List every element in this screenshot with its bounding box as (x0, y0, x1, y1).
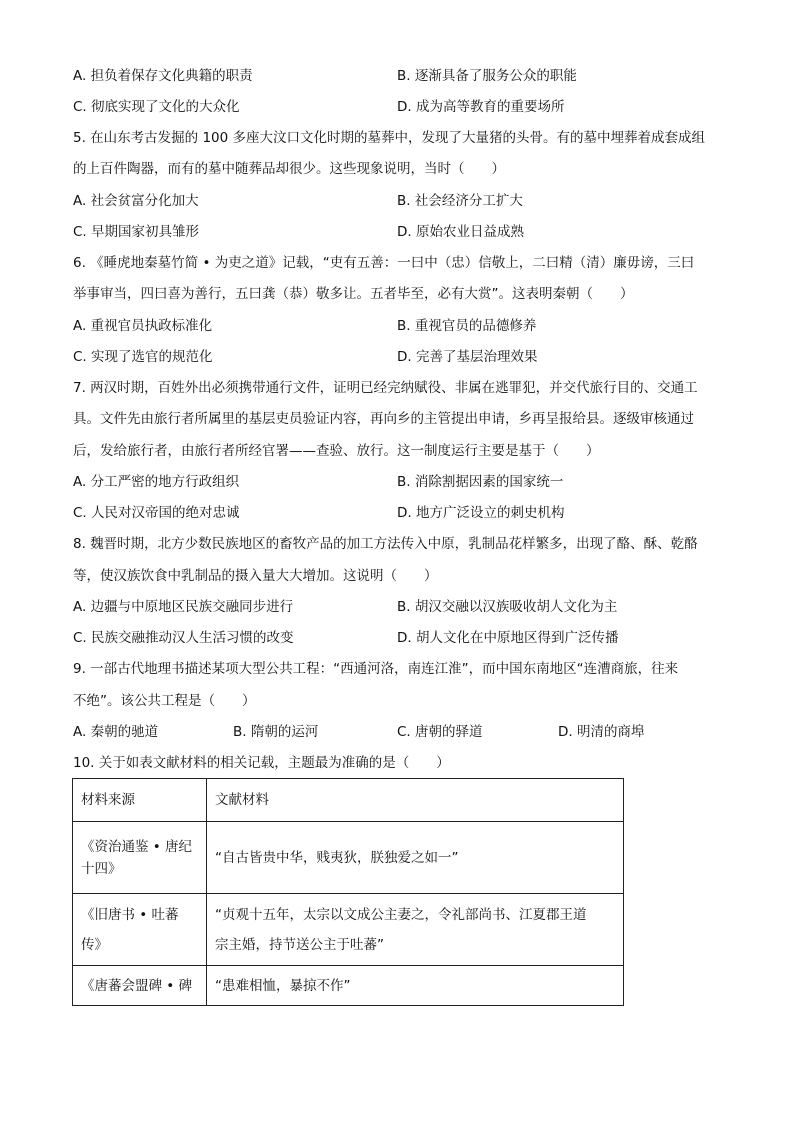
option-d[interactable]: D. 成为高等教育的重要场所 (397, 99, 565, 115)
table-cell-line: 传》 (81, 936, 108, 953)
question-9-stem-line-1: 9. 一部古代地理书描述某项大型公共工程：“西通河洛，南连江淮”，而中国东南地区“连漕商旅，往来 (73, 661, 679, 677)
question-6-option-c[interactable]: C. 实现了选官的规范化 (73, 349, 213, 365)
option-c[interactable]: C. 彻底实现了文化的大众化 (73, 99, 240, 115)
question-7-stem-line-1: 7. 两汉时期，百姓外出必须携带通行文件，证明已经完纳赋役、非属在逃罪犯，并交代旅行目的、交通工 (73, 380, 698, 396)
table-header-material: 文献材料 (207, 779, 624, 822)
table-cell-line: 十四》 (81, 860, 122, 877)
question-5-option-d[interactable]: D. 原始农业日益成熟 (397, 224, 524, 240)
table-header-source: 材料来源 (73, 779, 207, 822)
table-cell-line: “自古皆贵中华，贱夷狄，朕独爱之如一” (215, 849, 459, 866)
question-8-option-c[interactable]: C. 民族交融推动汉人生活习惯的改变 (73, 630, 294, 646)
question-9-option-a[interactable]: A. 秦朝的驰道 (73, 724, 159, 740)
question-9-option-d[interactable]: D. 明清的商埠 (558, 724, 645, 740)
question-6-option-d[interactable]: D. 完善了基层治理效果 (397, 349, 538, 365)
question-8-stem-line-1: 8. 魏晋时期，北方少数民族地区的畜牧产品的加工方法传入中原，乳制品花样繁多，出现了酪、酥、乾酪 (73, 536, 698, 552)
table-row (73, 822, 624, 894)
table-cell-source (73, 966, 207, 1006)
question-6-stem-line-1: 6. 《睡虎地秦墓竹简 • 为吏之道》记载，“吏有五善：一曰中（忠）信敬上，二曰精（清）廉毋谤，三曰 (73, 255, 695, 271)
question-7-option-b[interactable]: B. 消除割据因素的国家统一 (397, 474, 564, 490)
question-8-option-b[interactable]: B. 胡汉交融以汉族吸收胡人文化为主 (397, 599, 618, 615)
question-7-option-d[interactable]: D. 地方广泛设立的刺史机构 (397, 505, 565, 521)
table-cell-material (207, 822, 624, 894)
question-6-option-b[interactable]: B. 重视官员的品德修养 (397, 318, 537, 334)
question-6-stem-line-2: 举事审当，四曰喜为善行，五曰龚（恭）敬多让。五者毕至，必有大赏”。这表明秦朝（ ） (73, 286, 634, 302)
table-header-row (73, 779, 624, 822)
option-b[interactable]: B. 逐渐具备了服务公众的职能 (397, 68, 577, 84)
table-cell-line: 《资治通鉴 • 唐纪 (81, 838, 193, 855)
table-row (73, 966, 624, 1006)
question-5-option-c[interactable]: C. 早期国家初具雏形 (73, 224, 200, 240)
table-cell-line: “贞观十五年，太宗以文成公主妻之，令礼部尚书、江夏郡王道 (215, 906, 587, 923)
option-a[interactable]: A. 担负着保存文化典籍的职责 (73, 68, 253, 84)
table-cell-material (207, 894, 624, 966)
question-5-option-a[interactable]: A. 社会贫富分化加大 (73, 193, 199, 209)
question-10-stem: 10. 关于如表文献材料的相关记载，主题最为准确的是（ ） (73, 755, 450, 771)
table-cell-source (73, 822, 207, 894)
table-cell-line: “患难相恤，暴掠不作” (215, 977, 351, 994)
table-cell-line: 宗主婚，持节送公主于吐蕃” (215, 936, 384, 953)
question-8-option-a[interactable]: A. 边疆与中原地区民族交融同步进行 (73, 599, 294, 615)
question-7-option-a[interactable]: A. 分工严密的地方行政组织 (73, 474, 240, 490)
question-5-option-b[interactable]: B. 社会经济分工扩大 (397, 193, 523, 209)
question-6-option-a[interactable]: A. 重视官员执政标准化 (73, 318, 213, 334)
table-cell-material (207, 966, 624, 1006)
question-8-option-d[interactable]: D. 胡人文化在中原地区得到广泛传播 (397, 630, 619, 646)
question-9-option-b[interactable]: B. 隋朝的运河 (233, 724, 319, 740)
question-8-stem-line-2: 等，使汉族饮食中乳制品的摄入量大大增加。这说明（ ） (73, 568, 438, 584)
question-9-option-c[interactable]: C. 唐朝的驿道 (397, 724, 483, 740)
question-9-stem-line-2: 不绝”。该公共工程是（ ） (73, 693, 256, 709)
question-7-stem-line-2: 具。文件先由旅行者所属里的基层吏员验证内容，再向乡的主管提出申请，乡再呈报给县。逐级审核通过 (73, 411, 694, 427)
table-cell-source (73, 894, 207, 966)
table-cell-line: 《唐蕃会盟碑 • 碑 (81, 977, 193, 994)
table-cell-line: 《旧唐书 • 吐蕃 (81, 906, 179, 923)
literature-table (72, 778, 624, 1006)
question-7-stem-line-3: 后，发给旅行者，由旅行者所经官署——查验、放行。这一制度运行主要是基于（ ） (73, 443, 600, 459)
table-row (73, 894, 624, 966)
question-5-stem-line-2: 的上百件陶器，而有的墓中随葬品却很少。这些现象说明，当时（ ） (73, 161, 505, 177)
question-7-option-c[interactable]: C. 人民对汉帝国的绝对忠诚 (73, 505, 240, 521)
question-5-stem-line-1: 5. 在山东考古发掘的 100 多座大汶口文化时期的墓葬中，发现了大量猪的头骨。有的墓中埋葬着成套成组 (73, 130, 706, 146)
